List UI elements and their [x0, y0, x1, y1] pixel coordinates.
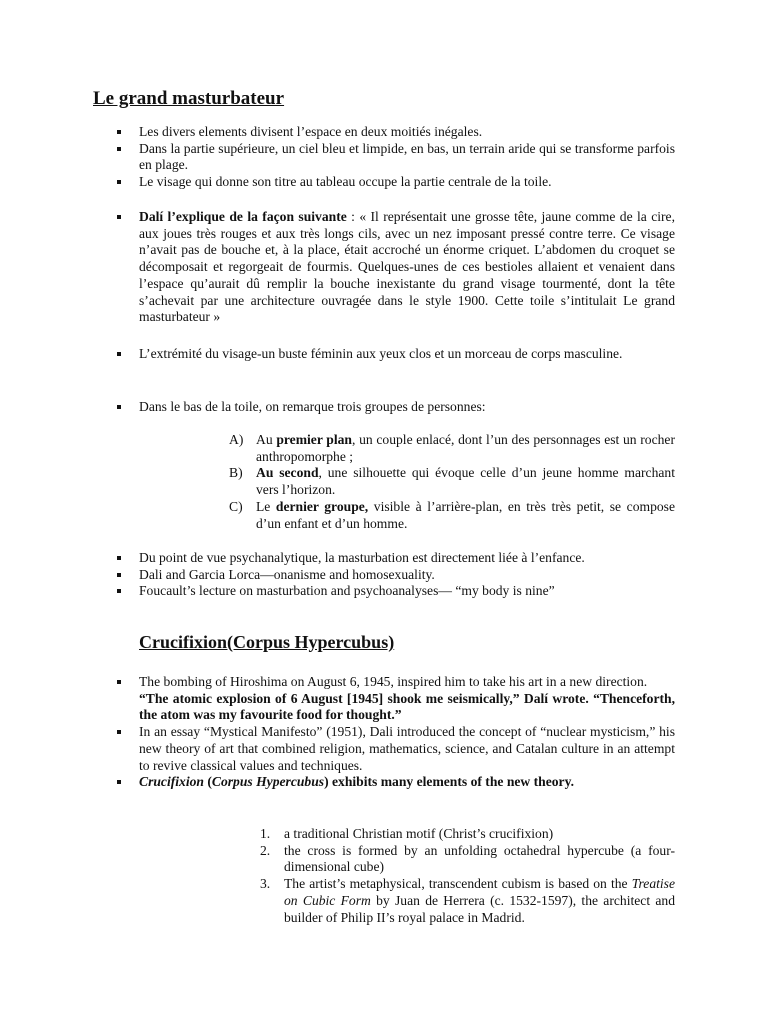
- numbered-item-3: [247, 876, 675, 926]
- list-marker: A): [229, 432, 244, 447]
- group-text-bold: premier plan: [276, 432, 352, 447]
- numbered-item-1: [247, 826, 675, 843]
- group-text-post: , une silhouette qui évoque celle d’un jeune homme marchant vers l’horizon.: [256, 465, 675, 498]
- extremite-bullet-list: [114, 346, 675, 363]
- list-marker: 2.: [260, 842, 271, 858]
- bullet-item: Dans le bas de la toile, on remarque trois groupes de personnes:: [114, 399, 675, 416]
- corpus-hypercubus-italic: Corpus Hypercubus: [211, 774, 325, 790]
- dali-atomic-quote: “The atomic explosion of 6 August [1945] shook me seismically,” Dalí wrote. “Thenceforth, the atom was my favourite food for thought.”: [139, 690, 675, 723]
- list-marker: C): [229, 498, 243, 514]
- bullet-item-essay: In an essay “Mystical Manifesto” (1951), Dali introduced the concept of “nuclear mysticism,” his new theory of art that combined religion, mathematics, science, and Catalan culture in an attempt to revive classical values and techniques.: [114, 724, 675, 774]
- bullet-item-crucifixion-theory: [114, 774, 675, 791]
- crucifixion-bullet-list: [114, 674, 675, 791]
- bullet-item-hiroshima: [114, 674, 675, 724]
- bullet-item: Foucault’s lecture on masturbation and psychoanalyses— “my body is nine”: [114, 583, 675, 600]
- bullet-item: Dali and Garcia Lorca—onanisme and homosexuality.: [114, 567, 675, 584]
- group-item-a: [229, 432, 675, 465]
- group-text-post: , un couple enlacé, dont l’un des personnages est un rocher anthropomorphe ;: [256, 432, 675, 464]
- group-text-bold: dernier groupe,: [275, 498, 369, 514]
- numbered-item-2: [247, 843, 675, 876]
- dali-quote-lead: Dalí l’explique de la façon suivante: [139, 209, 347, 224]
- section-title-grand-masturbateur: Le grand masturbateur: [93, 88, 285, 109]
- crucifixion-title-italic: Crucifixion: [139, 774, 204, 790]
- group-text-pre: Le: [256, 498, 276, 514]
- dali-quote-text: : « Il représentait une grosse tête, jaune comme de la cire, aux joues très rouges et aux très longs cils, avec un nez imposant pressé contre terre. Ce visage n’avait pas de bouche et, à la place, était accroché un énorme criquet. L’abdomen du croquet se décomposait et regorgeait de fourmis. Quelques-unes de ces bestioles allaient et venaient dans l’espace qu’aurait dû remplir la bouche inexistante du grand visage tourmenté, dont la tête s’achevait par une architecture ouvragée dans le style 1900. Cette toile s’intitulait Le grand masturbateur »: [139, 209, 675, 325]
- crucifixion-theory-rest: ) exhibits many elements of the new theory.: [324, 774, 575, 790]
- crucifixion-paren-open: (: [203, 774, 212, 790]
- list-marker: B): [229, 465, 243, 481]
- group-text-bold: Au second: [256, 465, 319, 481]
- groups-sublist: [229, 432, 675, 532]
- group-item-b: [229, 465, 675, 498]
- numbered-item-text-post: by Juan de Herrera (c. 1532-1597), the architect and builder of Philip II’s royal palace in Madrid.: [284, 892, 676, 925]
- section-title-crucifixion: Crucifixion(Corpus Hypercubus): [139, 632, 395, 652]
- group-item-c: [229, 499, 675, 532]
- numbered-item-text-pre: The artist’s metaphysical, transcendent cubism is based on the: [284, 876, 632, 892]
- hiroshima-text: The bombing of Hiroshima on August 6, 1945, inspired him to take his art in a new direction.: [139, 674, 648, 689]
- bullet-item: Le visage qui donne son titre au tableau occupe la partie centrale de la toile.: [114, 174, 675, 191]
- bullet-item-dali-quote: [114, 209, 675, 326]
- list-marker: 1.: [260, 826, 271, 841]
- intro-bullet-list: [114, 124, 675, 191]
- crucifixion-numbered-list: [247, 826, 675, 926]
- bullet-item: Du point de vue psychanalytique, la masturbation est directement liée à l’enfance.: [114, 550, 675, 567]
- group-text-pre: Au: [256, 432, 277, 447]
- list-marker: 3.: [260, 876, 271, 892]
- numbered-item-text: the cross is formed by an unfolding octahedral hypercube (a four-dimensional cube): [284, 842, 675, 875]
- group-text-post: visible à l’arrière-plan, en très très petit, se compose d’un enfant et d’un homme.: [256, 498, 675, 531]
- closing-bullet-list: [114, 550, 675, 600]
- bullet-item: L’extrémité du visage-un buste féminin aux yeux clos et un morceau de corps masculine.: [114, 346, 675, 363]
- dali-quote-bullet-list: [114, 209, 675, 326]
- groups-bullet-list: [114, 399, 675, 416]
- treatise-title-italic: Treatise on Cubic Form: [284, 876, 675, 908]
- numbered-item-text: a traditional Christian motif (Christ’s crucifixion): [284, 826, 554, 841]
- bullet-item: Les divers elements divisent l’espace en deux moitiés inégales.: [114, 124, 675, 141]
- bullet-item: Dans la partie supérieure, un ciel bleu et limpide, en bas, un terrain aride qui se transforme parfois en plage.: [114, 141, 675, 174]
